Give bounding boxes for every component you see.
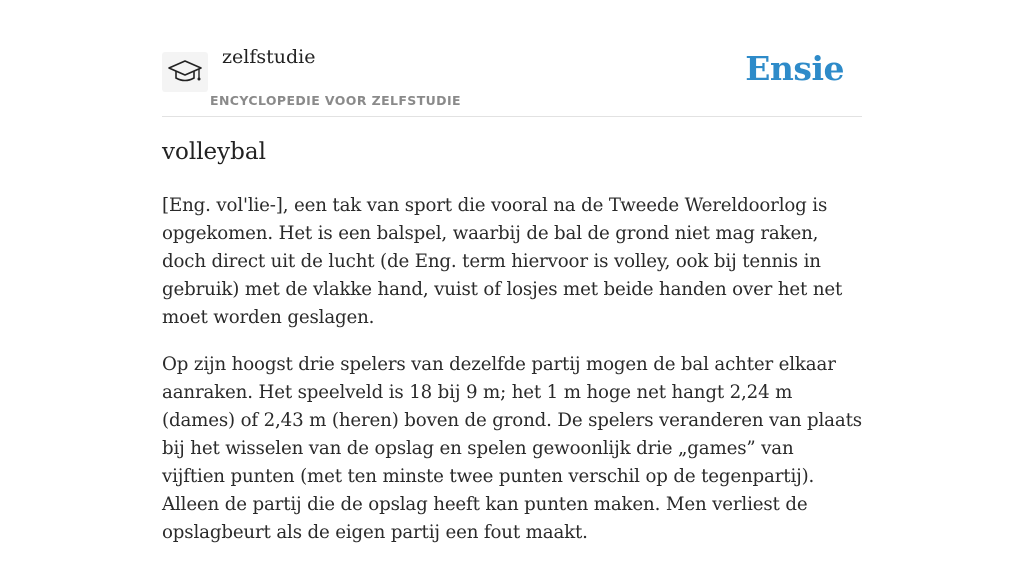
article-body [162, 192, 862, 566]
site-header [162, 40, 862, 117]
article-paragraph: [Eng. vol'lie-], een tak van sport die vooral na de Tweede Wereldoorlog is opgekomen. Het is een balspel, waarbij de bal de grond niet mag raken, doch direct uit de lucht (de Eng. term hiervoor is volley, ook bij tennis in gebruik) met de vlakke hand, vuist of losjes met beide handen over het net moet worden geslagen. [162, 195, 843, 328]
brand-logo-link[interactable]: Ensie [745, 49, 844, 88]
article-paragraph: Op zijn hoogst drie spelers van dezelfde partij mogen de bal achter elkaar aanraken. Het speelveld is 18 bij 9 m; het 1 m hoge net hangt 2,24 m (dames) of 2,43 m (heren) boven de grond. De spelers veranderen van plaats bij het wisselen van de opslag en spelen gewoonlijk drie „games” van vijftien punten (met ten minste twee punten verschil op de tegenpartij). Alleen de partij die de opslag heeft kan punten maken. Men verliest de opslagbeurt als de eigen partij een fout maakt. [162, 354, 862, 543]
site-tagline: ENCYCLOPEDIE VOOR ZELFSTUDIE [210, 93, 461, 108]
article-title: volleybal [162, 139, 266, 165]
site-name[interactable]: zelfstudie [222, 46, 316, 68]
site-logo[interactable] [162, 52, 208, 92]
